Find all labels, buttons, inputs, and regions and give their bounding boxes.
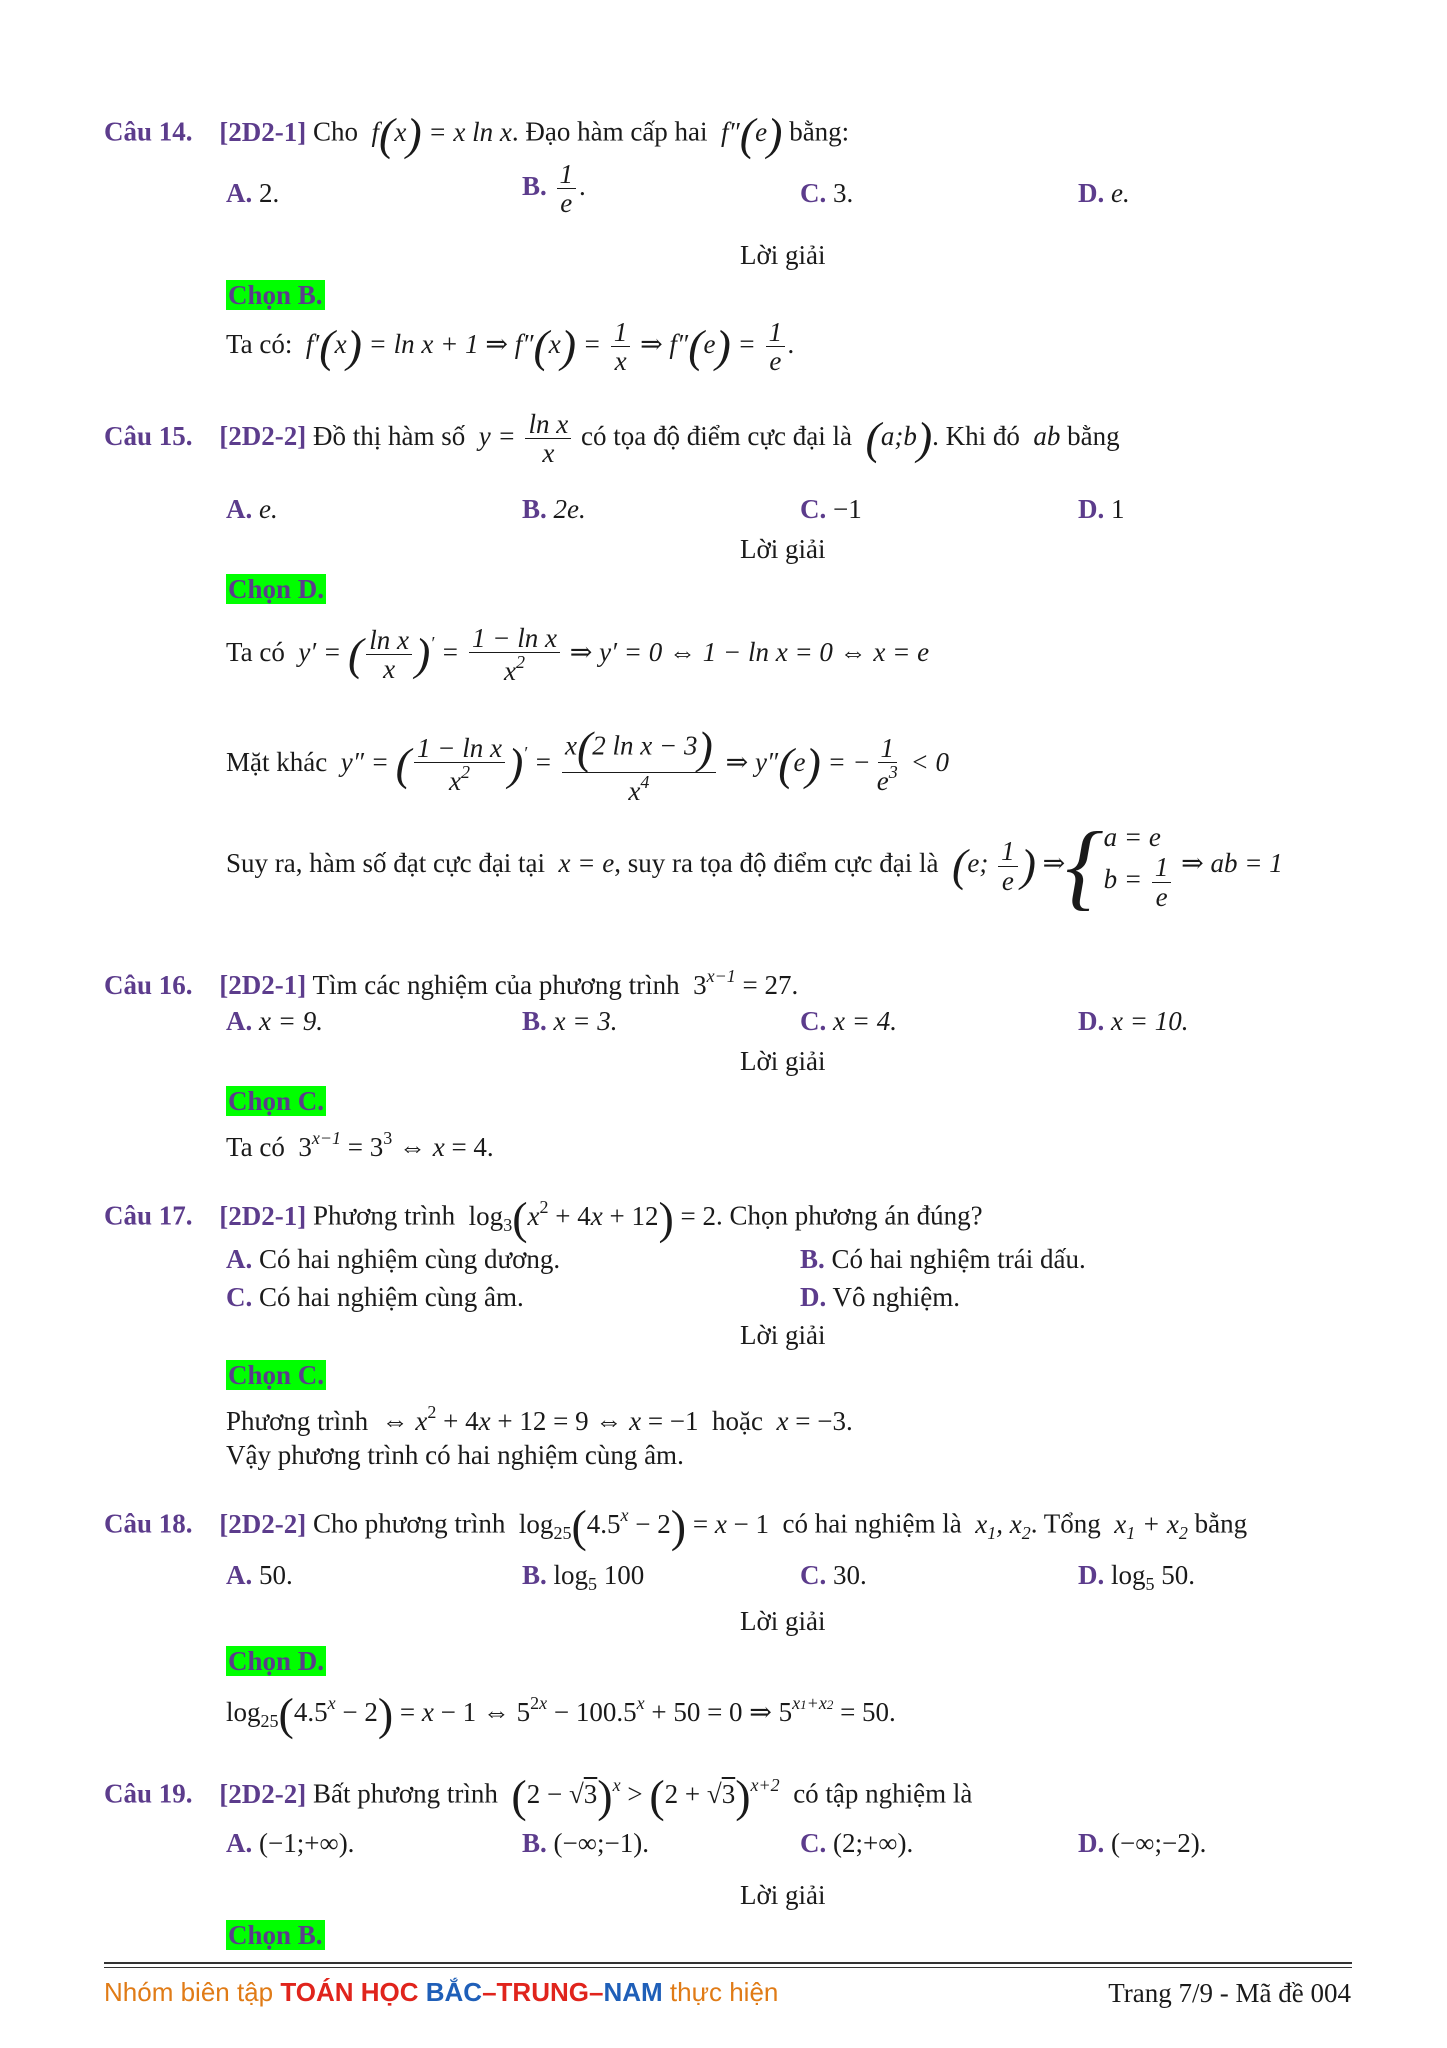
stem-text: . Khi đó	[932, 421, 1020, 452]
solution-text: Ta có:	[226, 329, 293, 360]
footer-text: TOÁN HỌC	[280, 1977, 426, 2007]
stem-text: bằng	[1194, 1508, 1248, 1539]
math-expression: f″(e)	[714, 108, 783, 159]
stem-text: có hai nghiệm là	[782, 1508, 962, 1539]
stem-text: Tìm các nghiệm của phương trình	[312, 970, 680, 1000]
question-19-stem	[104, 1770, 972, 1823]
option-label: C.	[800, 494, 827, 524]
footer-credit	[104, 1978, 778, 2008]
option-c	[800, 1560, 867, 1591]
solution-line	[226, 624, 929, 686]
question-14-stem	[104, 108, 849, 161]
option-value: e.	[259, 494, 278, 524]
option-value: 3.	[833, 178, 854, 208]
option-label: D.	[1078, 1006, 1105, 1036]
stem-text: . Chọn phương án đúng?	[716, 1200, 983, 1231]
question-number: Câu 18.	[104, 1508, 193, 1539]
option-label: D.	[800, 1282, 827, 1312]
option-c	[226, 1282, 524, 1313]
stem-text: Phương trình	[313, 1200, 456, 1231]
math-expression: y = $\frac{\text{ln x}}{x}$	[472, 421, 574, 451]
footer-text: BẮC	[425, 1977, 483, 2007]
option-label: A.	[226, 1006, 253, 1036]
option-c	[800, 1006, 897, 1037]
solution-line	[226, 1688, 896, 1741]
math-expression: f′(x) = ln x + 1 ⇒ f″(x) = $\frac{1}{x}$ ⇒ f″(e) = $\frac{1}{e}$ .	[299, 317, 795, 377]
option-value: 2e.	[553, 494, 586, 524]
solution-heading: Lời giải	[740, 240, 826, 270]
question-tag: [2D2-1]	[219, 970, 307, 1000]
option-value: −1	[833, 494, 862, 524]
stem-text: . Tổng	[1030, 1508, 1101, 1539]
question-tag: [2D2-2]	[219, 1508, 307, 1539]
math-fraction: $\frac{1}{e}$	[557, 160, 577, 218]
option-label: B.	[522, 171, 547, 202]
question-15-stem	[104, 410, 1120, 468]
option-label: B.	[522, 1006, 547, 1036]
math-expression: f(x) = x ln x	[364, 108, 512, 159]
answer-badge: Chọn D.	[228, 1646, 325, 1676]
stem-text: . Đạo hàm cấp hai	[511, 116, 708, 147]
option-label: C.	[800, 1006, 827, 1036]
option-value: Có hai nghiệm trái dấu.	[831, 1244, 1086, 1274]
answer-badge: Chọn B.	[228, 280, 323, 310]
solution-text: Vậy phương trình có hai nghiệm cùng âm.	[226, 1440, 684, 1470]
option-value: 30.	[833, 1560, 867, 1590]
math-expression: (e; $\frac{1}{e}$ ) ⇒{ a = e b = $\frac{1}{e}$ ⇒ ab = 1	[952, 812, 1283, 919]
stem-text: Cho	[313, 116, 359, 147]
math-expression: x = e	[551, 848, 615, 879]
question-number: Câu 19.	[104, 1778, 193, 1809]
option-value: $\log_5 50$.	[1111, 1560, 1196, 1594]
question-tag: [2D2-2]	[219, 1778, 307, 1809]
solution-line	[226, 1128, 494, 1163]
math-expression: (a;b)	[865, 412, 933, 464]
footer-divider	[104, 1962, 1352, 1964]
solution-heading: Lời giải	[740, 1046, 826, 1076]
solution-line	[226, 1402, 853, 1437]
stem-text: Đồ thị hàm số	[313, 421, 466, 452]
footer-text: Nhóm biên tập	[104, 1977, 281, 2007]
option-b	[522, 494, 586, 525]
option-label: B.	[522, 494, 547, 524]
option-value: (−1;+∞).	[259, 1828, 355, 1858]
math-expression: y′ = ( $\frac{\text{ln x}}{x}$ )′ = $\frac{\text{1 − ln x}}{x^2}$ ⇒ y′ = 0 ⇔ 1 − ln x = 0 ⇔ x = e	[291, 623, 930, 687]
math-expression: ⇔ $x^2 + 4x + 12 = 9$ ⇔ x = −1	[374, 1402, 706, 1436]
solution-text: Ta có	[226, 1132, 285, 1162]
footer-divider	[104, 1967, 1352, 1968]
option-value: x = 10.	[1111, 1006, 1189, 1036]
question-tag: [2D2-1]	[219, 116, 307, 147]
math-expression: $\log_{25}(4.5^x - 2) = x - 1$	[512, 1500, 776, 1551]
option-d	[1078, 178, 1130, 209]
option-b	[800, 1244, 1086, 1275]
option-label: C.	[800, 1560, 827, 1590]
option-label: A.	[226, 1560, 253, 1590]
option-a	[226, 494, 278, 525]
option-label: D.	[1078, 178, 1105, 208]
math-expression: $(2 - √3)^x > (2 + √3)^{x+2}$	[511, 1770, 780, 1821]
option-value: e.	[1111, 178, 1130, 208]
option-label: D.	[1078, 1828, 1105, 1858]
question-17-stem	[104, 1192, 983, 1245]
option-label: A.	[226, 494, 253, 524]
option-d	[1078, 1560, 1195, 1595]
option-d	[800, 1282, 960, 1313]
option-b: B. $\frac{1}{e}$ .	[522, 159, 586, 219]
solution-line	[226, 724, 949, 806]
option-value: $\log_5 100$	[553, 1560, 645, 1594]
option-label: C.	[800, 178, 827, 208]
math-expression: $\log_{25}(4.5^x - 2) = x - 1$ ⇔ $5^{2x} - 100.5^x + 50 = 0$ ⇒ $5^{x1+x2} = 50$.	[226, 1688, 896, 1739]
math-expression: x = −3.	[776, 1406, 853, 1436]
question-number: Câu 16.	[104, 970, 193, 1000]
option-label: D.	[1078, 1560, 1105, 1590]
option-c	[800, 178, 853, 209]
option-b	[522, 1560, 644, 1595]
option-a	[226, 1828, 354, 1859]
option-value: 2.	[259, 178, 280, 208]
footer-text: –TRUNG–	[482, 1977, 604, 2007]
question-number: Câu 17.	[104, 1200, 193, 1231]
option-value: (−∞;−1).	[553, 1828, 649, 1858]
option-label: B.	[522, 1560, 547, 1590]
math-expression: $x_1$, $x_2$	[968, 1508, 1031, 1543]
question-number: Câu 14.	[104, 116, 193, 147]
option-value: x = 4.	[833, 1006, 897, 1036]
option-a	[226, 1006, 323, 1037]
option-value: (2;+∞).	[833, 1828, 914, 1858]
solution-text: , suy ra tọa độ điểm cực đại là	[614, 848, 939, 879]
option-label: A.	[226, 178, 253, 208]
option-value: x = 3.	[553, 1006, 618, 1036]
option-d	[1078, 1828, 1206, 1859]
option-label: A.	[226, 1828, 253, 1858]
option-value: x = 9.	[259, 1006, 323, 1036]
option-value: Có hai nghiệm cùng dương.	[259, 1244, 561, 1274]
answer-badge: Chọn D.	[228, 574, 325, 604]
option-b	[522, 1006, 617, 1037]
option-label: C.	[800, 1828, 827, 1858]
option-b	[522, 1828, 649, 1859]
math-expression: $x_1 + x_2$	[1107, 1508, 1188, 1543]
solution-heading: Lời giải	[740, 1880, 826, 1910]
option-value: (−∞;−2).	[1111, 1828, 1207, 1858]
stem-text: có tọa độ điểm cực đại là	[580, 421, 852, 452]
option-label: B.	[522, 1828, 547, 1858]
option-a	[226, 178, 279, 209]
math-expression: $3^{x-1} = 27$.	[686, 966, 799, 1000]
option-label: A.	[226, 1244, 253, 1274]
solution-text: hoặc	[712, 1406, 764, 1436]
option-label: B.	[800, 1244, 825, 1274]
page-number: Trang 7/9 - Mã đề 004	[1108, 1978, 1351, 2008]
solution-line	[226, 812, 1283, 919]
solution-text: Mặt khác	[226, 747, 328, 778]
option-value: 50.	[259, 1560, 293, 1590]
math-expression: $\log_3(x^2 + 4x + 12) = 2$	[461, 1192, 717, 1243]
solution-text: Phương trình	[226, 1406, 369, 1436]
option-a	[226, 1560, 293, 1591]
option-value: Vô nghiệm.	[832, 1282, 961, 1312]
stem-text: bằng	[1067, 421, 1120, 452]
answer-badge: Chọn C.	[228, 1360, 325, 1390]
math-expression: y″ = ( $\frac{\text{1 − ln x}}{x^2}$ )′ = $\frac{\text{x(2 ln x − 3)}}{x^4}$ ⇒ y″(e) = − $\frac{1}{e^3}$ < 0	[333, 722, 949, 807]
question-number: Câu 15.	[104, 421, 193, 452]
solution-line	[226, 318, 795, 376]
question-tag: [2D2-2]	[219, 421, 307, 452]
answer-badge: Chọn C.	[228, 1086, 325, 1116]
option-d	[1078, 494, 1125, 525]
question-16-stem	[104, 966, 798, 1001]
option-value: 1	[1111, 494, 1125, 524]
option-c	[800, 494, 862, 525]
stem-text: Bất phương trình	[313, 1778, 498, 1809]
answer-badge: Chọn B.	[228, 1920, 323, 1950]
solution-heading: Lời giải	[740, 534, 826, 564]
option-label: C.	[226, 1282, 253, 1312]
option-label: D.	[1078, 494, 1105, 524]
solution-text: Suy ra, hàm số đạt cực đại tại	[226, 848, 546, 879]
solution-heading: Lời giải	[740, 1320, 826, 1350]
option-a	[226, 1244, 560, 1275]
option-value: Có hai nghiệm cùng âm.	[259, 1282, 524, 1312]
footer-text: NAM	[603, 1977, 663, 2007]
option-c	[800, 1828, 913, 1859]
math-expression: $3^{x-1} = 3^3$ ⇔ x = 4.	[291, 1128, 494, 1162]
solution-text: Ta có	[226, 637, 285, 668]
option-d	[1078, 1006, 1188, 1037]
question-18-stem	[104, 1500, 1247, 1553]
stem-text: Cho phương trình	[313, 1508, 506, 1539]
math-expression: ab	[1026, 421, 1068, 452]
footer-text: thực hiện	[662, 1977, 779, 2007]
stem-text: có tập nghiệm là	[793, 1778, 973, 1809]
solution-heading: Lời giải	[740, 1606, 826, 1636]
stem-text: bằng:	[789, 116, 850, 147]
question-tag: [2D2-1]	[219, 1200, 307, 1231]
